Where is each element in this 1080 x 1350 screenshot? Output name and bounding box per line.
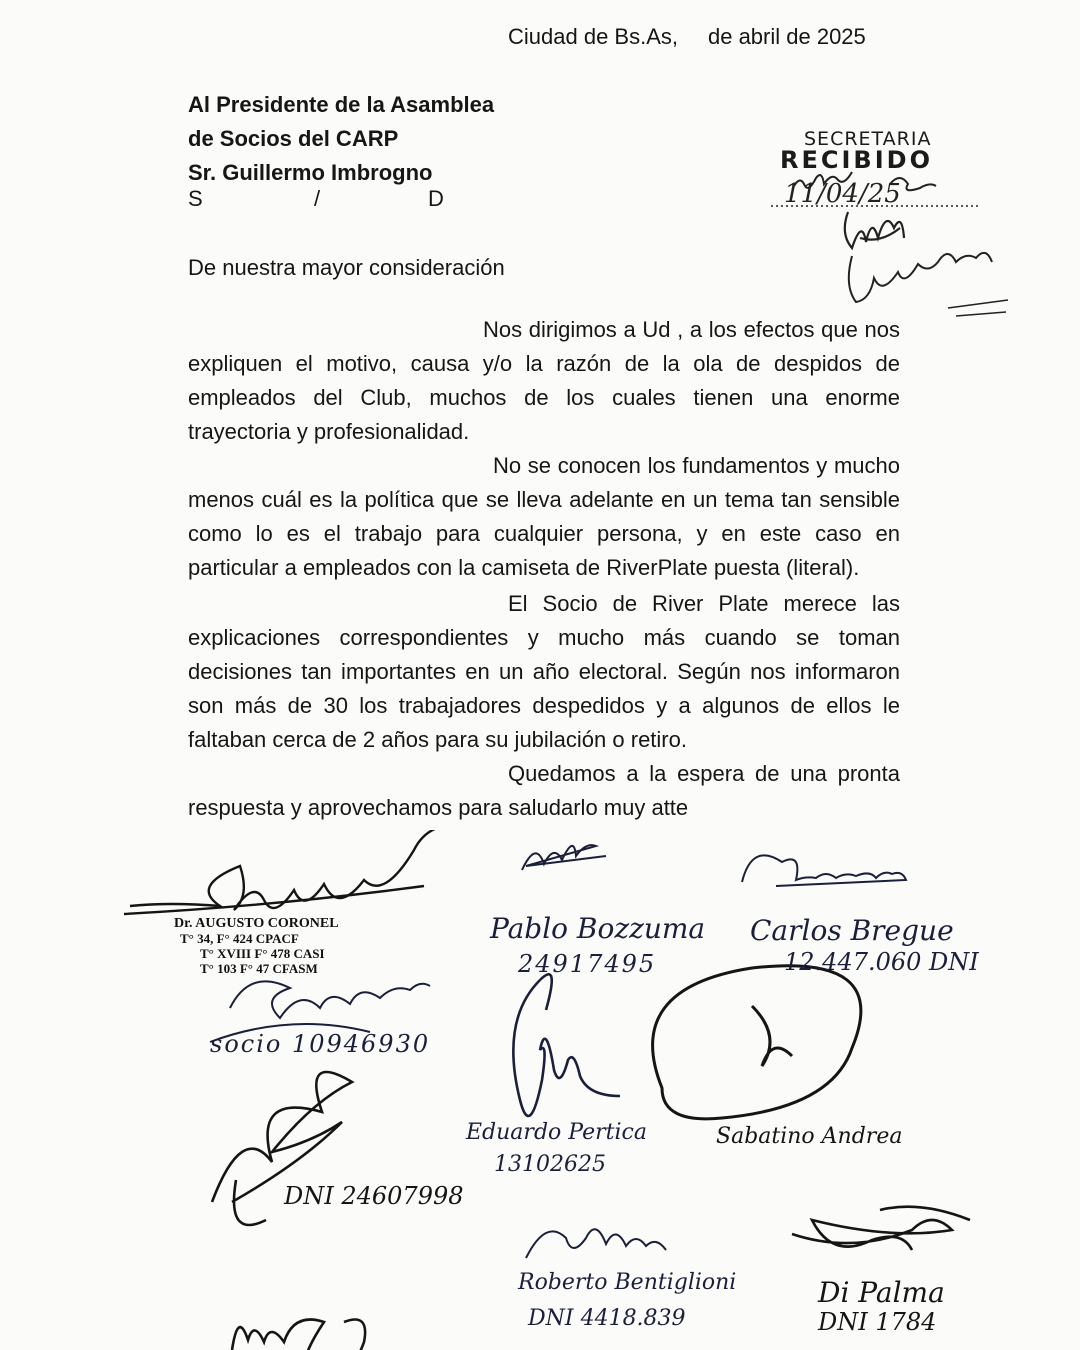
signer-3-name: Carlos Bregue: [750, 914, 954, 947]
signer-4-id: socio 10946930: [210, 1030, 431, 1058]
coronel-line-3: T° XVIII F° 478 CASI: [200, 946, 325, 961]
signer-3-id: 12.447.060 DNI: [784, 948, 979, 976]
letter-body: [188, 313, 900, 825]
signer-2-name: Pablo Bozzuma: [490, 912, 706, 945]
signer-8-id: DNI 4418.839: [528, 1306, 686, 1331]
sd-d: D: [428, 186, 444, 211]
sd-s: S: [188, 186, 203, 211]
coronel-name: Dr. AUGUSTO CORONEL: [174, 916, 339, 931]
signature-bottom-left: [232, 1320, 365, 1350]
signature-bregue: [742, 855, 906, 886]
letter-date: de abril de 2025: [707, 24, 866, 49]
signer-8-name: Roberto Bentiglioni: [518, 1270, 737, 1295]
stamp-status: RECIBIDO: [780, 146, 933, 174]
paragraph-2: No se conocen los fundamentos y mucho menos cuál es la política que se lleva adelante en un tema tan sensible como lo es el trabajo para cualquier persona, y en este caso en particular a empleados con la camiseta de RiverPlate puesta (literal).: [188, 453, 900, 580]
received-stamp: [770, 128, 1060, 328]
signer-5-name: Eduardo Pertica: [466, 1120, 647, 1145]
signature-sabatino: [653, 966, 861, 1119]
paragraph-4: Quedamos a la espera de una pronta respuesta y aprovechamos para saludarlo muy atte: [188, 761, 900, 820]
signature-dipalma: [792, 1207, 970, 1250]
signatures-area: [0, 830, 1080, 1350]
addressee-block: [188, 88, 494, 190]
addressee-line-3: Sr. Guillermo Imbrogno: [188, 160, 433, 185]
stamp-signature: [770, 128, 1060, 328]
signer-7-id: DNI 24607998: [284, 1182, 464, 1210]
signer-6-name: Sabatino Andrea: [716, 1124, 903, 1149]
coronel-stamp: [174, 916, 339, 976]
coronel-line-2: T° 34, F° 424 CPACF: [180, 931, 299, 946]
signer-9-id: DNI 1784: [818, 1308, 937, 1336]
greeting: De nuestra mayor consideración: [188, 255, 505, 280]
signer-5-id: 13102625: [494, 1152, 606, 1177]
paragraph-1: Nos dirigimos a Ud , a los efectos que nos expliquen el motivo, causa y/o la razón de la ola de despidos de empleados del Club, muchos de los cuales tienen una enorme trayectoria y profesionalidad.: [188, 317, 900, 444]
date-line: [508, 24, 866, 50]
stamp-date: 11/04/25: [784, 179, 901, 209]
paragraph-3: El Socio de River Plate merece las explicaciones correspondientes y mucho más cuando se toman decisiones tan importantes en un año electoral. Según nos informaron son más de 30 los trabajadores despedidos y a algunos de ellos le faltaban cerca de 2 años para su jubilación o retiro.: [188, 591, 900, 752]
signer-2-id: 24917495: [518, 950, 657, 978]
city: Ciudad de Bs.As,: [508, 24, 678, 49]
signature-bentiglioni: [526, 1229, 666, 1258]
signature-coronel: [124, 830, 444, 914]
addressee-line-1: Al Presidente de la Asamblea: [188, 92, 495, 117]
signature-pertica: [513, 974, 620, 1116]
coronel-line-4: T° 103 F° 47 CFASM: [200, 961, 318, 976]
addressee-line-2: de Socios del CARP: [188, 126, 399, 151]
sd-slash: /: [314, 186, 321, 211]
signature-bozzuma: [522, 845, 606, 870]
signer-9-name: Di Palma: [818, 1276, 945, 1309]
stamp-title: SECRETARIA: [804, 128, 932, 150]
